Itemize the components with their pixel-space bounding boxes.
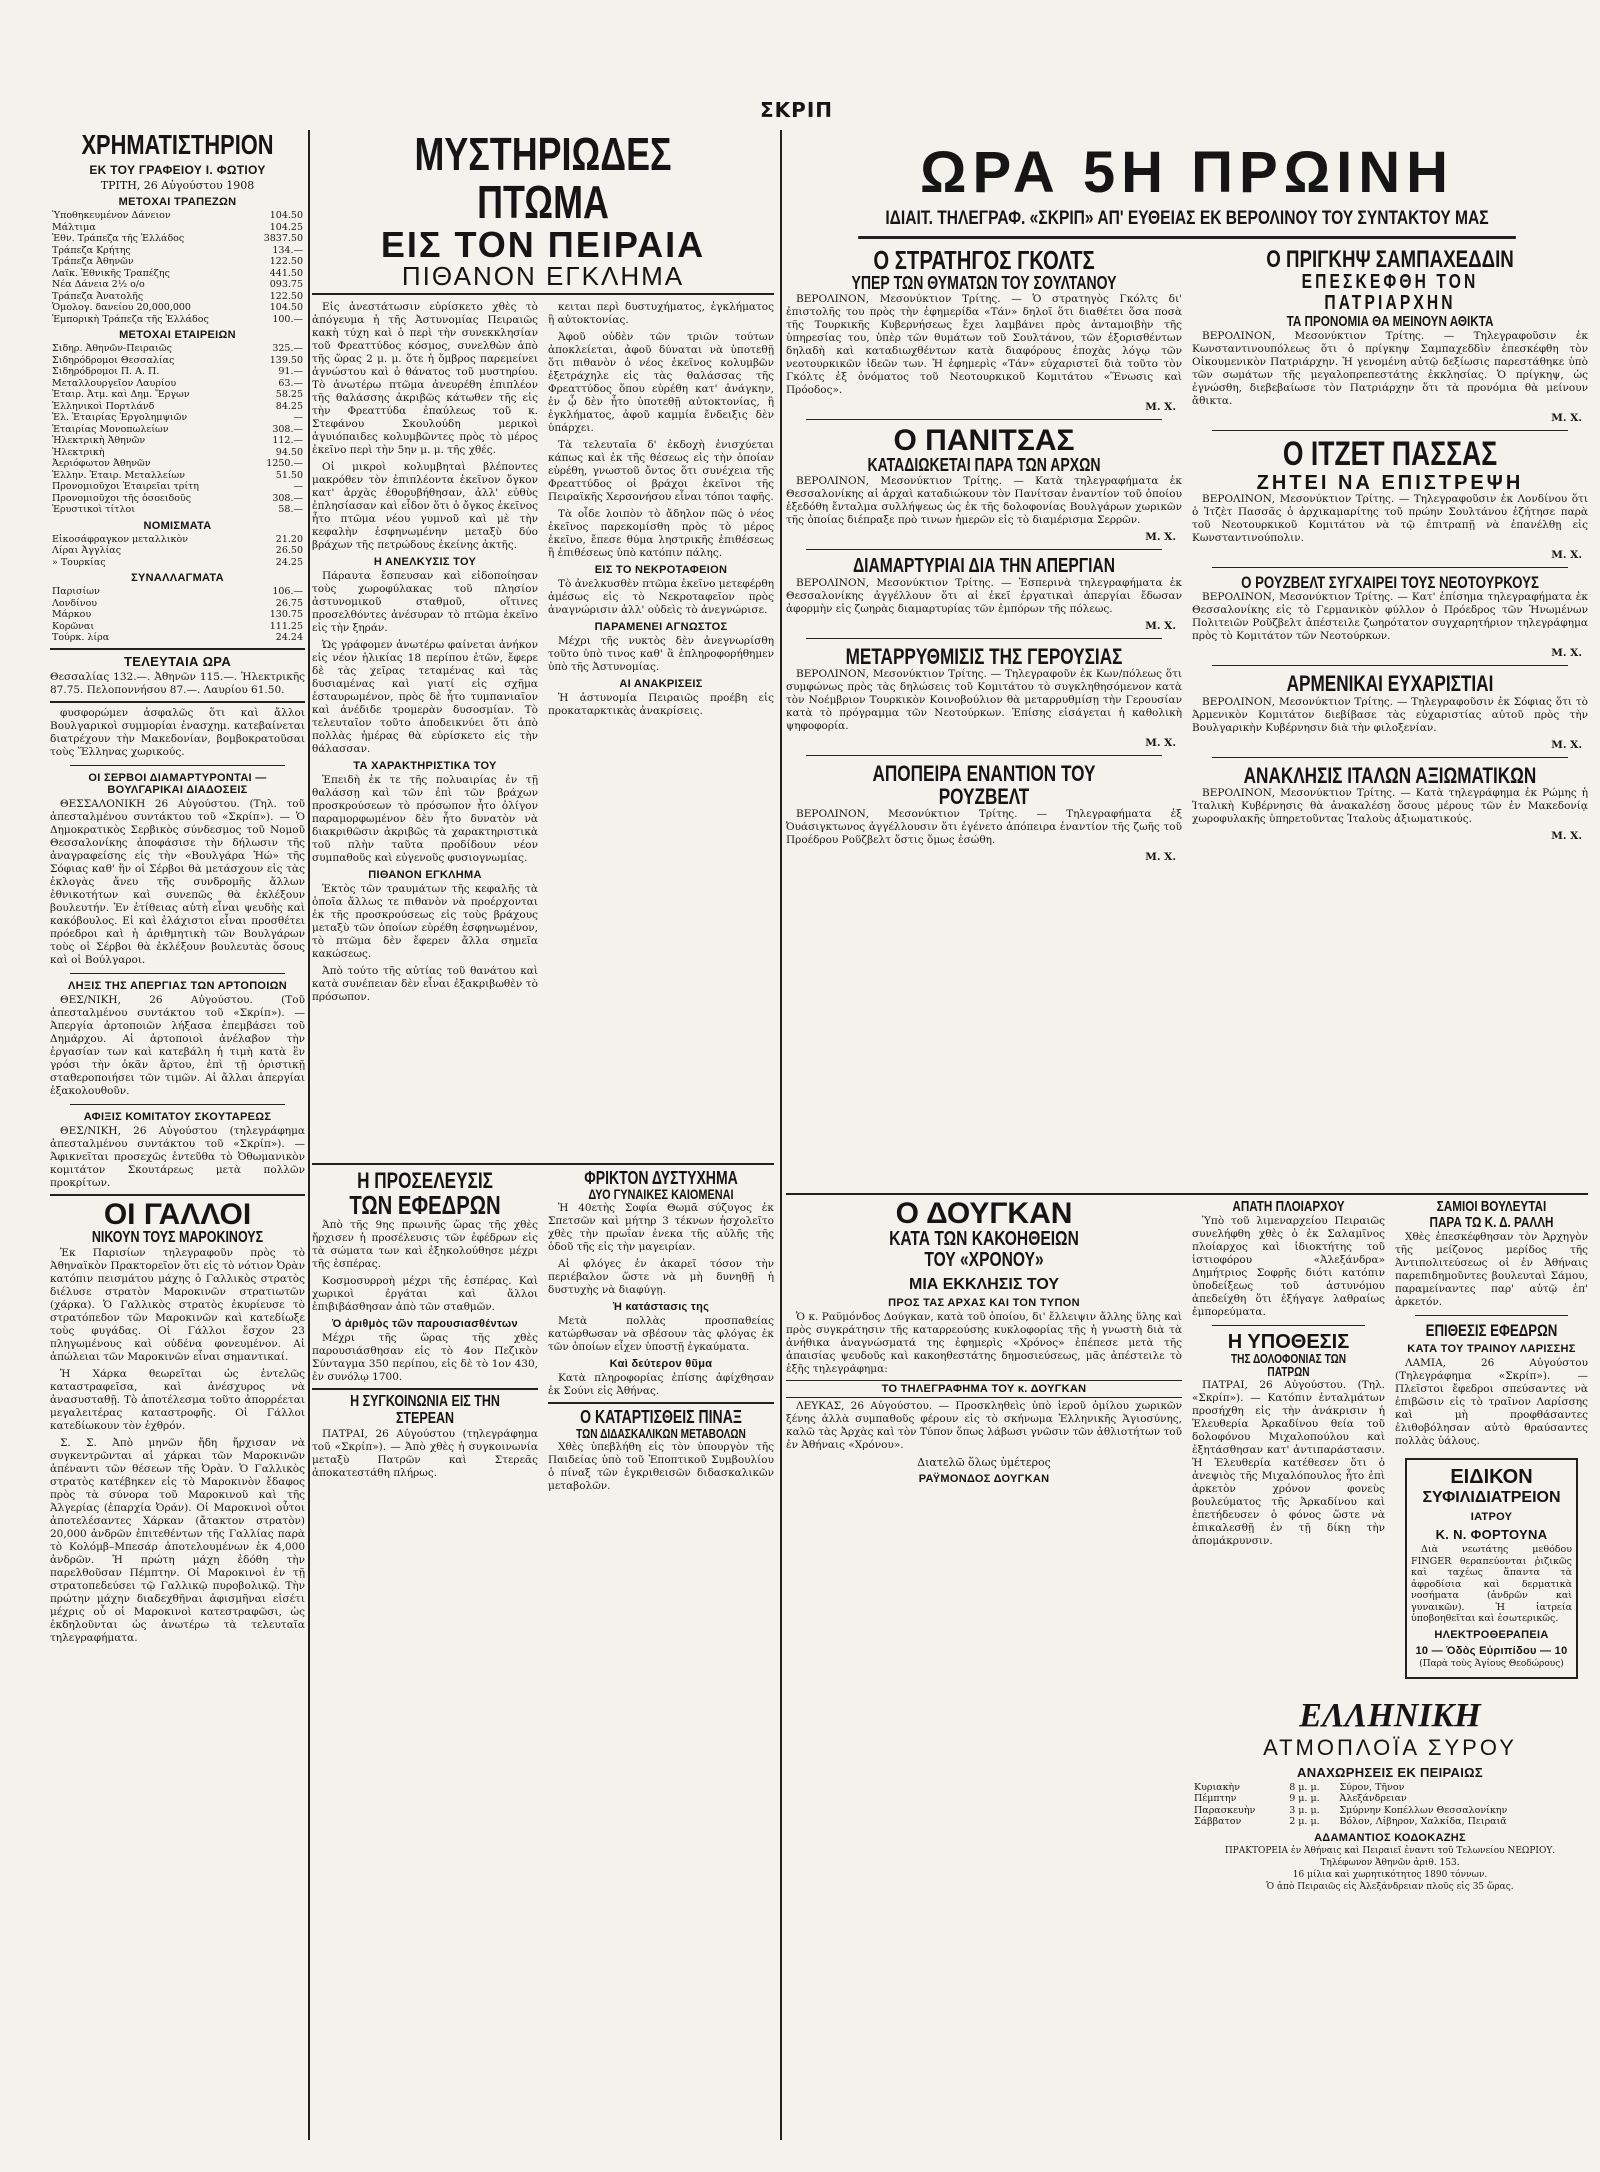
rate-row <box>50 493 305 505</box>
izzet-subtitle: ΖΗΤΕΙ ΝΑ ΕΠΙΣΤΡΕΨΗ <box>1256 471 1524 494</box>
rate-name: » Τουρκίας <box>52 556 106 568</box>
rate-name: Ἑλληνικοὶ Πορτλάνδ <box>52 400 155 412</box>
izzet-title: Ο ΙΤΖΕΤ ΠΑΣΣΑΣ <box>1282 434 1498 473</box>
case-title: Η ΥΠΟΘΕΣΙΣ <box>1227 1330 1350 1353</box>
schedule-dest: Σύρον, Τῆνον <box>1339 1781 1405 1793</box>
italians-text: ΒΕΡΟΛΙΝΟΝ, Μεσονύκτιον Τρίτης. — Κατὰ τηλεγράφημα ἐκ Ρώμης ἡ Ἰταλικὴ Κυβέρνησις θὰ ἀνακαλέσῃ ὅσους μέρους τῶν ἐν Μακεδονίᾳ χωροφυλακῆς ὑπηρετοῦντας Ἰταλοὺς ἀξιωματικούς. <box>1192 786 1588 825</box>
cemetery-heading: ΕΙΣ ΤΟ ΝΕΚΡΟΤΑΦΕΙΟΝ <box>594 563 728 576</box>
corpse-p8: κειται περὶ δυστυχήματος, ἐγκλήματος ἢ αὐτοκτονίας. <box>548 300 774 326</box>
douglas-p2: ΛΕΥΚΑΣ, 26 Αὐγούστου. — Προσκληθεὶς ὑπὸ ἱεροῦ ὁμίλου χωρικῶν ξένης ἀλλὰ συμπαθοῦς φέρουν εἰς τὸ σκήνωμα Ἑλληνικῆς Ἁγιοσύνης, καλῶ τὰς Ἀρχὰς καὶ τὸν Τύπον ὅπως λάβωσι γνῶσιν τῶν ἀθλιοτήτων τοῦ ἐν Ἀθήναις «Χρόνου». <box>786 1400 1182 1451</box>
exchange-subtitle: ΕΚ ΤΟΥ ΓΡΑΦΕΙΟΥ Ι. ΦΩΤΙΟΥ <box>89 163 266 178</box>
rate-name: Ἀεριόφωτον Ἀθηνῶν <box>52 458 151 470</box>
roosevelt-attempt-title: ΑΠΟΠΕΙΡΑ ΕΝΑΝΤΙΟΝ ΤΟΥ ΡΟΥΖΒΕΛΤ <box>872 761 1096 810</box>
rate-name: Τούρκ. λίρα <box>52 632 110 644</box>
schedule-day: Σάββατον <box>1194 1816 1242 1828</box>
rate-value: 100.— <box>272 313 303 325</box>
samos-subtitle: ΠΑΡΑ ΤΩ Κ. Δ. ΡΑΛΛΗ <box>1429 1213 1554 1231</box>
senate-title: ΜΕΤΑΡΡΥΘΜΙΣΙΣ ΤΗΣ ΓΕΡΟΥΣΙΑΣ <box>845 644 1123 670</box>
rate-name: Σιδηρόδρομοι Θεσσαλίας <box>52 354 175 366</box>
rate-name: Ἠλεκτρικὴ <box>52 446 105 458</box>
samos-text: Χθὲς ἐπεσκέφθησαν τὸν Ἀρχηγὸν τῆς μείζονος μερίδος τῆς Ἀντιπολιτεύσεως οἱ ἐν Ἀθήναις παρεπιδημοῦντες βουλευταὶ Σάμου, παραμείναντες παρ' αὐτῷ ἐπ' ἀρκετόν. <box>1395 1230 1588 1308</box>
case-text: ΠΑΤΡΑΙ, 26 Αὐγούστου. (Τηλ. «Σκρίπ»). — Κατόπιν ἐνταλμάτων προσήχθη εἰς τὴν ἀνάκρισιν ἡ Ἐλευθερία Ἀρκαδίνου θεία τοῦ δολοφόνου Μιχαλοπούλου καὶ ἐξητάσθησαν κατ' ἀντιπαράστασιν. Ἡ Ἐλευθερία κατέθεσεν ὅτι ὁ ἀνεψιὸς τῆς Μιχαλόπουλος ἦτο ἐπὶ ἀρκετὸν χρόνον φονεὺς βουλεύματος τῆς Ἀρκαδίνου καὶ ἐπετήδευσεν ὁ φόνος ὥστε νὰ ἐπικαλεσθῇ ἐν τῇ δίκῃ τὴν ἀπομάκρυνσιν. <box>1192 1379 1385 1548</box>
rate-row <box>50 291 305 303</box>
roosevelt-congrats-title: Ο ΡΟΥΖΒΕΛΤ ΣΥΓΧΑΙΡΕΙ ΤΟΥΣ ΝΕΟΤΟΥΡΚΟΥΣ <box>1241 572 1539 592</box>
divider <box>806 638 1162 639</box>
transport-text: ΠΑΤΡΑΙ, 26 Αὐγούστου (τηλεγράφημα τοῦ «Σκρίπ»). — Ἀπὸ χθὲς ἡ συγκοινωνία μεταξὺ Πατρῶν καὶ Στερεᾶς ἀποκατεστάθη πλήρως. <box>312 1427 538 1479</box>
rate-row <box>50 314 305 326</box>
douglas-subtitle-2: ΤΟΥ «ΧΡΟΝΟΥ» <box>924 1249 1044 1271</box>
gauls-subtitle: ΝΙΚΟΥΝ ΤΟΥΣ ΜΑΡΟΚΙΝΟΥΣ <box>91 1228 264 1246</box>
accident-p4: Κατὰ πληροφορίας ἐπίσης ἀφίχθησαν ἐκ Σούνι εἰς Ἀθήνας. <box>548 1372 774 1398</box>
rate-name: Τράπεζα Κρήτης <box>52 244 131 256</box>
column-rule-2 <box>780 130 782 2140</box>
clinic-title-4: Κ. Ν. ΦΟΡΤΟΥΝΑ <box>1435 1527 1548 1543</box>
rate-row <box>50 621 305 633</box>
rate-name: Λίραι Ἀγγλίας <box>52 545 122 557</box>
reservists-title-1: Η ΠΡΟΣΕΛΕΥΣΙΣ <box>357 1168 493 1193</box>
ship-ad <box>1192 1697 1588 1892</box>
rate-value: 84.25 <box>275 400 303 412</box>
rate-row <box>50 343 305 355</box>
schedule-day: Πέμπτην <box>1194 1793 1237 1805</box>
column-2 <box>312 130 774 2140</box>
rate-row <box>50 458 305 470</box>
rate-name: Ἑρυστικοὶ τίτλοι <box>52 504 135 516</box>
teachers-title-1: Ο ΚΑΤΑΡΤΙΣΘΕΙΣ ΠΙΝΑΞ <box>580 1407 742 1428</box>
rate-name: Ἑταιρίας Μονοπωλείων <box>52 423 169 435</box>
prince-signature: Μ. Χ. <box>1551 411 1582 424</box>
rate-name: Σιδηρόδρομοι Π. Α. Π. <box>52 366 160 378</box>
rate-value: 24.25 <box>275 556 303 568</box>
column-3 <box>786 130 1588 2140</box>
corpse-h3: ΤΑ ΧΑΡΑΚΤΗΡΙΣΤΙΚΑ ΤΟΥ <box>353 759 497 772</box>
ship-subtitle: ΑΝΑΧΩΡΗΣΕΙΣ ΕΚ ΠΕΙΡΑΙΩΣ <box>1297 1764 1483 1780</box>
rate-value: 58.25 <box>275 389 303 401</box>
rate-value: 1250.— <box>266 458 303 470</box>
rate-row <box>50 609 305 621</box>
divider <box>1212 1325 1365 1326</box>
ship-footer-3: 16 μίλια καὶ χωρητικότητος 1890 τόννων. <box>1292 1869 1488 1880</box>
masthead: ΣΚΡΙΠ <box>760 98 833 122</box>
divider <box>50 1194 305 1196</box>
divider <box>1415 1315 1568 1316</box>
rate-value: 24.24 <box>275 632 303 644</box>
rate-row <box>50 504 305 516</box>
douglas-p1: Ὁ κ. Ραϋμόνδος Δούγκαν, κατὰ τοῦ ὁποίου, δι' ἔλλειψιν ἄλλης ὕλης καὶ πρὸς συγκράτησιν τῆς καταρρεούσης κυκλοφορίας τῆς ἡ γνωστὴ διὰ τὰ ἀνήθικα ἀναγνώσματά της ἐφημερὶς «Χρόνος» ἐπέπεσε μετὰ τῆς ἀπαισίας ψευδοῦς καὶ κακοηθεστάτης δημοσιεύσεως, μᾶς ἀπέστειλε τὸ ἑξῆς τηλεγράφημα: <box>786 1311 1182 1375</box>
schedule-row <box>1192 1816 1588 1828</box>
captain-fraud-text: Ὑπὸ τοῦ λιμεναρχείου Πειραιῶς συνελήφθη χθὲς ὁ ἐκ Σαλαμῖνος πλοίαρχος καὶ ἰδιοκτήτης τοῦ ἱστιοφόρου «Ἀλεξάνδρα» Δημήτριος Σοφρῆς διότι κατόπιν ὑποδείξεως τοῦ ἀστυνόμου ἀπεδείχθη ὅτι ἐξήγαγε λαθραίως ἐμπορεύματα. <box>1192 1214 1385 1318</box>
companies-header: ΜΕΤΟΧΑΙ ΕΤΑΙΡΕΙΩΝ <box>119 329 236 342</box>
cemetery-text: Τὸ ἀνελκυσθὲν πτῶμα ἐκεῖνο μετεφέρθη ἀμέσως εἰς τὸ Νεκροταφεῖον πρὸς ἀναγνώρισιν ἀλλ' οὐδεὶς τὸ ἀνεγνώρισε. <box>548 577 774 616</box>
schedule-row <box>1192 1782 1588 1794</box>
rate-value: 51.50 <box>275 469 303 481</box>
reservists-title-2: ΤΩΝ ΕΦΕΔΡΩΝ <box>349 1189 501 1220</box>
rate-name: Μάρκου <box>52 609 92 621</box>
rate-value: 130.75 <box>269 609 303 621</box>
goltz-text: ΒΕΡΟΛΙΝΟΝ, Μεσονύκτιον Τρίτης. — Ὁ στρατηγὸς Γκόλτς δι' ἐπιστολῆς του πρὸς τὴν ἐφημερίδα «Τάν» δηλοῖ ὅτι διαθέτει ὅσα ποσὰ τῆς Τουρκικῆς Κυβερνήσεως ἔχει λαμβάνει πρὸς ἀνταμοιβὴν τῆς ὑπηρεσίας του, ὑπὲρ τῶν θυμάτων τοῦ Σουλτάνου, τῶν ἐξορισθέντων δηλαδὴ καὶ καταδιωχθέντων κατὰ διαφόρους ἐποχὰς λόγῳ τῶν νεοτουρκικῶν ἰδεῶν των. Ἡ ἐφημερὶς «Τάν» εὐχαριστεῖ διὰ τοῦτο τὸν Γκόλτς ἐξ ὀνόματος τοῦ Νεοτουρκικοῦ Κομιτάτου «Ἕνωσις καὶ Πρόοδος». <box>786 293 1182 397</box>
captain-fraud-title: ΑΠΑΤΗ ΠΛΟΙΑΡΧΟΥ <box>1232 1199 1345 1215</box>
rate-row <box>50 557 305 569</box>
rate-value: 093.75 <box>269 279 303 291</box>
lower-articles <box>312 1169 774 2140</box>
schedule-day: Παρασκευὴν <box>1194 1804 1256 1816</box>
divider <box>786 1193 1588 1195</box>
rate-value: 91.— <box>278 366 303 378</box>
serbs-text: ΘΕΣΣΑΛΟΝΙΚΗ 26 Αὐγούστου. (Τηλ. τοῦ ἀπεσταλμένου συντάκτου τοῦ «Σκρίπ»). — Ὁ Δημοκρατικὸς Σερβικὸς σύνδεσμος τοῦ Νομοῦ Θεσσαλονίκης ἀποφάσισε τὴν δήλωσιν τῆς ἀναγραφείσης εἰς τὴν «Βουλγάρα Ἠώ» τῆς Σόφιας καθ' ἣν οἱ Σέρβοι θὰ μετάσχουν εἰς τὰς ἐκλογὰς ἄνευ τῆς συνδρομῆς ἄλλων ἐθνικοτήτων καὶ συνεπῶς θὰ ἐκλέξουν βουλευτήν. Ἐν ἐτίθειας αὐτὴ εἶναι ψευδὴς καὶ κακόβουλος. Εἰ καὶ ἐλάχιστοι εἶναι προσθέτει πρόεδροι καὶ ἡ ἀριθμητικὴ τῶν Βουλγάρων τοὺς οἱ Σέρβοι θὰ ἐκλέξουν βουλευτὰς ὅσους καὶ οἱ Βούλγαροι. <box>50 797 305 966</box>
clinic-title-3: ΙΑΤΡΟΥ <box>1470 1511 1513 1524</box>
bakers-text: ΘΕΣ/ΝΙΚΗ, 26 Αὐγούστου. (Τοῦ ἀπεσταλμένου συντάκτου τοῦ «Σκρίπ»). — Ἀπεργία ἀρτοποιῶν λήξασα ἐπεμβάσει τοῦ Δημάρχου. Αἱ ἀρτοποιοὶ ἀνέλαβον τὴν ἐργασίαν των καὶ κατεβάλη ἡ τιμὴ κατὰ ἓν γρόσι τὴν ὀκᾶν ἄρτου, ἐπὶ τῇ ὁριστικῇ σταθεροποιήσει τῶν τιμῶν. Αἱ ἄλλαι ἀπεργίαι ἐξακολουθοῦν. <box>50 993 305 1097</box>
reservists-p1: Ἀπὸ τῆς 9ης πρωινῆς ὥρας τῆς χθὲς ἤρχισεν ἡ προσέλευσις τῶν ἐφέδρων εἰς τὰ σώματα των καὶ ἐξηκολούθησε μέχρι τῆς ἑσπέρας. <box>312 1218 538 1270</box>
corpse-p1: Εἰς ἀνεστάτωσιν εὑρίσκετο χθὲς τὸ ἀπόγευμα ἡ τῆς Ἀστυνομίας Πειραιῶς κακὴ τύχη καὶ ὁ περὶ τὴν συνεκκλησίαν τοῦ Φρεαττύδος κόσμος, συνελθὼν ἀπὸ τῆς ὥρας 2 μ. μ. ὅτε ἡ ὅμβρος παρεμείνει ἀγνώστου καὶ ὁ θάνατος τοῦ μυστηρίου. Τὸ ἀνωτέρω πτῶμα ἀνευρέθη ἐπιπλέον τῆς θαλάσσης ἀκριβῶς κάτωθεν τῆς εἰς τὴν Φρεαττύδα ἐπαύλεως τοῦ κ. Στεφάνου Σκουλούδη μερικοὶ ἀγυιόπαιδες κολυμβῶντες πρὸς τὸ μέρος ἐκεῖνο περὶ τὴν 5ην μ. μ. τῆς χθές. <box>312 300 538 456</box>
rate-name: Νέα Δάνεια 2½ ο/ο <box>52 279 145 291</box>
teachers-text: Χθὲς ὑπεβλήθη εἰς τὸν ὑπουργὸν τῆς Παιδείας ὑπὸ τοῦ Ἐποπτικοῦ Συμβουλίου ὁ πίναξ τῶν ἐγκριθεισῶν διδασκαλικῶν μεταβολῶν. <box>548 1440 774 1492</box>
corpse-p7: Ἀπὸ τούτο τῆς αὐτίας τοῦ θανάτου καὶ κατὰ συνέπειαν δὲν εἶναι ἐξακριβωθὲν τὸ πρόσωπον. <box>312 964 538 1003</box>
exchange-title: ΧΡΗΜΑΤΙΣΤΗΡΙΟΝ <box>81 130 274 160</box>
rate-name: Ἑλ. Ἑταιρίας Ἐργολημψιῶν <box>52 412 188 424</box>
prince-title: Ο ΠΡΙΓΚΗΨ ΣΑΜΠΑΧΕΔΔΙΝ <box>1266 247 1514 273</box>
goltz-subtitle: ΥΠΕΡ ΤΩΝ ΘΥΜΑΤΩΝ ΤΟΥ ΣΟΥΛΤΑΝΟΥ <box>851 273 1117 294</box>
rate-row <box>50 586 305 598</box>
schedule-dest: Ἀλεξάνδρειαν <box>1339 1793 1407 1805</box>
senate-text: ΒΕΡΟΛΙΝΟΝ, Μεσονύκτιον Τρίτης. — Τηλεγραφοῦν ἐκ Κων/πόλεως ὅτι συμφώνως πρὸς τὰς δηλώσεις τοῦ Κομιτάτου τὸ συγκληθησόμενον κατὰ τὸν Νοέμβριον Τουρκικὸν Κοινοβούλιον θὰ μεταρρυθμίσῃ τὴν Γερουσίαν κατὰ τὸ πρόγραμμα τῶν Νεοτούρκων. Ἐπίσης εἰσάγεται ἡ καθολικὴ ψηφοφορία. <box>786 668 1182 733</box>
douglas-note: Διατελῶ ὅλως ὑμέτερος <box>917 1456 1051 1469</box>
clinic-text-3: 10 — Ὁδὸς Εὐριπίδου — 10 <box>1415 1644 1568 1657</box>
schedule-time: 2 μ. μ. <box>1289 1816 1320 1828</box>
rate-name: Προνομιοῦχοι Ἑταιρεῖαι τρίτη <box>52 481 199 493</box>
divider <box>806 755 1162 756</box>
reservists-p2: Κοσμοσυρροὴ μέχρι τῆς ἑσπέρας. Καὶ χωρικοὶ ἐργάται καὶ ἄλλοι ἐπιβιβάσθησαν ἀπὸ τῶν σταθμῶν. <box>312 1274 538 1313</box>
rate-value: 26.50 <box>275 545 303 557</box>
lower-right-split <box>1192 1199 1588 1689</box>
strike-signature: Μ. Χ. <box>1145 620 1176 633</box>
teachers-title-2: ΤΩΝ ΔΙΔΑΣΚΑΛΙΚΩΝ ΜΕΤΑΒΟΛΩΝ <box>576 1426 746 1442</box>
strike-text: ΒΕΡΟΛΙΝΟΝ, Μεσονύκτιον Τρίτης. — Ἐσπερινὰ τηλεγραφήματα ἐκ Θεσσαλονίκης ἀγγέλλουν ὅτι αἱ ἐκεῖ ἐργατικαὶ ἀπεργίαι ἔδωσαν ἀφορμὴν εἰς ζωηρὰς διαμαρτυρίας τῶν ἐμπόρων τῆς πόλεως. <box>786 577 1182 616</box>
ship-schedule <box>1192 1782 1588 1828</box>
rate-name: Ὁμολογ. δανείου 20,000,000 <box>52 302 191 314</box>
rate-value: 134.— <box>272 244 303 256</box>
komitat-text: ΘΕΣ/ΝΙΚΗ, 26 Αὐγούστου (τηλεγράφημα ἀπεσταλμένου συντάκτου τοῦ «Σκρίπ»). — Ἀφικνεῖται προσεχῶς ἐντεῦθα τὸ Ὀθωμανικὸν κομιτάτον Σκουτάρεως μετὰ πολλῶν προκρίτων. <box>50 1124 305 1189</box>
rate-name: Κορῶναι <box>52 620 95 632</box>
rate-row <box>50 389 305 401</box>
corpse-h4: ΠΙΘΑΝΟΝ ΕΓΚΛΗΜΑ <box>368 868 482 881</box>
divider <box>50 648 305 650</box>
rate-value: 104.25 <box>269 221 303 233</box>
inquiry-heading: ΑΙ ΑΝΑΚΡΙΣΕΙΣ <box>619 677 703 690</box>
komitat-title: ΑΦΙΞΙΣ ΚΟΜΙΤΑΤΟΥ ΣΚΟΥΤΑΡΕΩΣ <box>83 1110 272 1123</box>
accident-h2: Καὶ δεύτερον θῦμα <box>609 1358 713 1371</box>
accident-p2: Αἱ φλόγες ἐν ἀκαρεῖ τόσον τὴν περιέβαλον ὥστε νὰ μὴ δυνηθῇ ἡ δυστυχὴς νὰ διαφύγῃ. <box>548 1258 774 1297</box>
rate-value: 112.— <box>272 435 303 447</box>
ship-footer-1: ΠΡΑΚΤΟΡΕΙΑ ἐν Ἀθήναις καὶ Πειραιεῖ ἐναντι τοῦ Τελωνείου ΝΕΩΡΙΟΥ. <box>1224 1845 1556 1856</box>
rate-row <box>50 256 305 268</box>
rate-row <box>50 435 305 447</box>
telegrams-upper <box>786 247 1588 1189</box>
roosevelt-attempt-text: ΒΕΡΟΛΙΝΟΝ, Μεσονύκτιον Τρίτης. — Τηλεγραφήματα ἐξ Ὀυάσιγκτωνος ἀγγέλλουσιν ὅτι ἐγένετο ἀπόπειρα ἐναντίον τῆς ζωῆς τοῦ Προέδρου Ροῦζβελτ ὅστις ὅμως ἐσώθη. <box>786 808 1182 847</box>
izzet-text: ΒΕΡΟΛΙΝΟΝ, Μεσονύκτιον Τρίτης. — Τηλεγραφοῦσιν ἐκ Λονδίνου ὅτι ὁ Ἰτζὲτ Πασσᾶς ὁ ἀρχικαμαρίτης τοῦ πρώην Σουλτάνου ἐζήτησε παρὰ τοῦ Νεοτουρκικοῦ Κομιτάτου νὰ τῷ ἐπιτραπῇ νὰ ἐπανέλθῃ εἰς Κωνσταντινούπολιν. <box>1192 492 1588 544</box>
rate-row <box>50 366 305 378</box>
bakers-title: ΛΗΞΙΣ ΤΗΣ ΑΠΕΡΓΙΑΣ ΤΩΝ ΑΡΤΟΠΟΙΩΝ <box>67 979 288 992</box>
transport-title: Η ΣΥΓΚΟΙΝΩΝΙΑ ΕΙΣ ΤΗΝ ΣΤΕΡΕΑΝ <box>350 1392 500 1427</box>
accident-title-1: ΦΡΙΚΤΟΝ ΔΥΣΤΥΧΗΜΑ <box>584 1168 738 1188</box>
clinic-title-2: ΣΥΦΙΛΙΔΙΑΤΡΕΙΟΝ <box>1422 1489 1561 1507</box>
rate-value: 139.50 <box>269 354 303 366</box>
column-1 <box>50 130 305 2140</box>
rate-value: 308.— <box>272 492 303 504</box>
goltz-signature: Μ. Χ. <box>1145 401 1176 414</box>
rate-row <box>50 447 305 459</box>
schedule-row <box>1192 1793 1588 1805</box>
schedule-dest: Βόλον, Λίβηρον, Χαλκίδα, Πειραιᾶ <box>1339 1816 1507 1828</box>
column-rule-1 <box>308 130 310 2140</box>
rate-name: Μεταλλουργεῖον Λαυρίου <box>52 377 177 389</box>
rate-row <box>50 210 305 222</box>
ship-footer-4: Ὁ ἀπὸ Πειραιῶς εἰς Ἀλεξάνδρειαν πλοῦς εἰς 35 ὥρας. <box>1266 1881 1514 1892</box>
rate-row <box>50 222 305 234</box>
rate-name: Ἑλλην. Ἑταιρ. Μεταλλείων <box>52 469 186 481</box>
rate-name: Ἐθν. Τράπεζα τῆς Ἑλλάδος <box>52 233 185 245</box>
reservists-attack-text: ΛΑΜΙΑ, 26 Αὐγούστου (Τηλεγράφημα «Σκρίπ»). — Πλεῖστοι ἔφεδροι σπεύσαντες νὰ ἐπιβῶσιν εἰς τὸ τραῖνον Λαρίσσης καὶ μὴ προφθάσαντες ἐλιθοβόλησαν αὐτὸ θραύσαντες πολλὰς ὑάλους. <box>1395 1357 1588 1448</box>
divider <box>50 701 305 703</box>
last-hour-text: Θεσσαλίας 132.—. Ἀθηνῶν 115.—. Ἠλεκτρικῆς 87.75. Πελοποννήσου 87.—. Λαυρίου 61.50. <box>50 670 305 696</box>
rate-row <box>50 534 305 546</box>
panitsas-signature: Μ. Χ. <box>1145 531 1176 544</box>
last-hour-title: ΤΕΛΕΥΤΑΙΑ ΩΡΑ <box>123 653 232 669</box>
gauls-p2: Ἡ Χάρκα θεωρεῖται ὡς ἐντελῶς καταστραφεῖσα, καὶ ἀνέσχυρος νὰ ἀνασυσταθῇ. Τὸ ἀποτέλεσμα τοῦτο ἀπορρέεται μεγαλειτέρας καταστροφῆς. Οἱ Γάλλοι κατεδίωκουν τὸν ἐχθρόν. <box>50 1367 305 1432</box>
rate-row <box>50 378 305 390</box>
strike-title: ΔΙΑΜΑΡΤΥΡΙΑΙ ΔΙΑ ΤΗΝ ΑΠΕΡΓΙΑΝ <box>852 555 1116 578</box>
reservists-attack-title: ΕΠΙΘΕΣΙΣ ΕΦΕΔΡΩΝ <box>1425 1320 1558 1340</box>
rate-name: Τράπεζα Ἀνατολῆς <box>52 290 144 302</box>
rate-row <box>50 545 305 557</box>
accident-h1: Ἡ κατάστασις της <box>612 1301 710 1314</box>
divider <box>1212 665 1568 666</box>
rate-value: 94.50 <box>275 446 303 458</box>
ship-title-2: ΑΤΜΟΠΛΟΪΑ ΣΥΡΟΥ <box>1263 1734 1517 1760</box>
rate-value: 104.50 <box>269 302 303 314</box>
rate-name: Παρισίων <box>52 586 100 598</box>
divider <box>806 549 1162 550</box>
exchange-section <box>50 130 305 703</box>
rate-name: Ἐμπορικὴ Τράπεζα τῆς Ἑλλάδος <box>52 313 209 325</box>
italians-title: ΑΝΑΚΛΗΣΙΣ ΙΤΑΛΩΝ ΑΞΙΩΜΑΤΙΚΩΝ <box>1243 762 1537 788</box>
douglas-subtitle-3: ΜΙΑ ΕΚΚΛΗΣΙΣ ΤΟΥ <box>908 1276 1060 1293</box>
rate-value: 21.20 <box>275 533 303 545</box>
exchange-date: ΤΡΙΤΗ, 26 Αὐγούστου 1908 <box>100 179 255 193</box>
rate-value: — <box>293 412 303 424</box>
armenians-text: ΒΕΡΟΛΙΝΟΝ, Μεσονύκτιον Τρίτης. — Τηλεγραφοῦσιν ἐκ Σόφιας ὅτι τὸ Ἀρμενικὸν Κομιτάτον διεβίβασε τὰς εὐχαριστίας αὐτοῦ πρὸς τὴν Βουλγαρικὴν Κυβέρνησιν διὰ τὴν φιλοξενίαν. <box>1192 695 1588 734</box>
intro-text: φυσφορώμεν ἀσφαλῶς ὅτι καὶ ἄλλοι Βουλγαρικοὶ συμμορίαι ἐνασχημ. κατεβαίνεται διατρέχουν τὴν Μακεδονίαν, βομβοκρατοῦσαι τοὺς Ἕλληνας χωρικούς. <box>50 706 305 758</box>
armenians-title: ΑΡΜΕΝΙΚΑΙ ΕΥΧΑΡΙΣΤΙΑΙ <box>1286 671 1494 697</box>
rate-value: 3837.50 <box>263 233 303 245</box>
samos-title: ΣΑΜΙΟΙ ΒΟΥΛΕΥΤΑΙ <box>1436 1199 1547 1215</box>
italians-signature: Μ. Χ. <box>1551 829 1582 842</box>
rate-name: Ἑταιρ. Ἀτμ. καὶ Δημ. Ἔργων <box>52 389 190 401</box>
rate-row <box>50 481 305 493</box>
accident-title-2: ΔΥΟ ΓΥΝΑΙΚΕΣ ΚΑΙΟΜΕΝΑΙ <box>588 1186 734 1203</box>
clinic-ad <box>1405 1458 1578 1679</box>
rate-value: 58.— <box>278 504 303 516</box>
fx-table <box>50 586 305 644</box>
prince-text: ΒΕΡΟΛΙΝΟΝ, Μεσονύκτιον Τρίτης. — Τηλεγραφοῦσιν ἐκ Κωνσταντινουπόλεως ὅτι ὁ πρίγκηψ Σαμπαχεδδὶν ἐπεσκέφθη τὸν Οἰκουμενικὸν Πατριάρχην. Ἡ γενομένη αὐτῷ δεξίωσις παρεστάθηκε ὑπὸ τῶν σωμάτων τῆς μεγαλοπρεπεστάτης ἐκκλησίας. Ὁ πρίγκηψ, ὡς ἐγνώσθη, διεβεβαίωσε τὸν Πατριάρχην ὅτι τὰ προνόμια θὰ μείνουν ἄθικτα. <box>1192 329 1588 407</box>
senate-signature: Μ. Χ. <box>1145 737 1176 750</box>
ship-title-1: ΕΛΛΗΝΙΚΗ <box>1299 1696 1481 1734</box>
rate-row <box>50 632 305 644</box>
gauls-p1: Ἐκ Παρισίων τηλεγραφοῦν πρὸς τὸ Ἀθηναϊκὸν Πρακτορεῖον ὅτι εἰς τὸ νότιον Ὀρὰν κατόπιν πεισμάτου μάχης ὁ Γαλλικὸς στρατὸς διέλυσε στρατὸν Μαροκινῶν στρατιωτῶν (χάρκα). Ὁ Γαλλικὸς στρατὸς ἐκυρίευσε τὸ στρατόπεδον τῶν Μαροκινῶν καὶ κατεδίωξε τοὺς φυγάδας. Οἱ Γάλλοι ἔσχον 23 πληγωμένους καὶ οὐδένα φονευμένον. Αἱ ἀπώλειαι τῶν Μαροκινῶν εἶναι σημαντικαί. <box>50 1246 305 1363</box>
corpse-p10: Τὰ τελευταῖα δ' ἐκδοχὴ ἐνισχύεται κάπως καὶ ἐκ τῆς θέσεως εἰς τὴν ὁποίαν εὑρέθη, γνωστοῦ ὄντος ὅτι συνέχεια τῆς Φρεαττύδος οἱ βράχοι ἐκεῖνοι τῆς Πειραϊκῆς Χερσονήσου εἶναι τόποι ταφῆς. <box>548 438 774 503</box>
divider <box>1212 567 1568 568</box>
rate-value: 106.— <box>272 586 303 598</box>
panitsas-text: ΒΕΡΟΛΙΝΟΝ, Μεσονύκτιον Τρίτης. — Κατὰ τηλεγραφήματα ἐκ Θεσσαλονίκης αἱ ἀρχαὶ καταδιώκουν τὸν Πανίτσαν ἐναντίον τοῦ ὁποίου ἐξεδόθη ἔνταλμα συλλήψεως ὡς ἐκ τῆς δολοφονίας Βουλγάρων χωρικῶν τῆς ὁποίας διέπραξε πρὸ τινων ἡμερῶν εἰς τὸ διαμέρισμα Σερρῶν. <box>786 475 1182 527</box>
divider <box>70 973 285 974</box>
rate-row <box>50 233 305 245</box>
reservists-p3: Μέχρι τῆς ὥρας τῆς χθὲς παρουσιάσθησαν εἰς τὸ 4ον Πεζικὸν Σύνταγμα 350 περίπου, εἰς δὲ τὸ 1ον 430, ἐν συνόλῳ 1700. <box>312 1331 538 1383</box>
ship-footer-2: Τηλέφωνον Ἀθηνῶν ἀριθ. 153. <box>1320 1857 1460 1868</box>
reservists-attack-subtitle: ΚΑΤΑ ΤΟΥ ΤΡΑΙΝΟΥ ΛΑΡΙΣΣΗΣ <box>1407 1343 1576 1356</box>
panitsas-title: Ο ΠΑΝΙΤΣΑΣ <box>893 424 1075 458</box>
corpse-p3: Πάραυτα ἔσπευσαν καὶ εἰδοποίησαν τοὺς χωροφύλακας τοῦ πλησίον ἀστυνομικοῦ σταθμοῦ, οἵτινες προσελθόντες ἀνέσυραν τὸ πτῶμα ἐκεῖνο εἰς τὴν ξηράν. <box>312 569 538 634</box>
rate-value: 111.25 <box>269 620 303 632</box>
rate-value: 63.— <box>278 377 303 389</box>
rate-row <box>50 279 305 291</box>
prince-subtitle-2: ΤΑ ΠΡΟΝΟΜΙΑ ΘΑ ΜΕΙΝΟΥΝ ΑΘΙΚΤΑ <box>1286 313 1494 331</box>
corpse-p4: Ὡς γράφομεν ἀνωτέρω φαίνεται ἀνήκον εἰς νέον ἡλικίας 18 περίπου ἐτῶν, ἔφερε δὲ τὰς χεῖρας τεταμένας καὶ τὰς δυσιαμένας καὶ γιατί εἰς σχῆμα ἐσταυρωμένον, πρὸς δὲ ἦτο τυμπανιαῖον καὶ ἀνέδιδε τρομερὰν δυσοσμίαν. Τὸ τελευταῖον τοῦτο ἀποδεικνύει ὅτι ἀπὸ πολλὰς ἡμέρας θὰ εὑρίσκετο εἰς τὴν θάλασσαν. <box>312 638 538 755</box>
rate-row <box>50 302 305 314</box>
rate-name: Ἠλεκτρικὴ Ἀθηνῶν <box>52 435 146 447</box>
schedule-row <box>1192 1805 1588 1817</box>
corpse-p9: Ἀφοῦ οὐδὲν τῶν τριῶν τούτων ἀποκλείεται, ἀφοῦ δύναται νὰ ὑποτεθῇ ὅτι πιθανὸν ὁ νέος ἐκεῖνος κολυμβῶν ἐξετράχηλε εἰς τὰς θαλάσσας τῆς Φρεαττύδος ὅπου εὑρέθη κατ' ἀνάγκην, ἐν ᾧ δὲν ἦτο ὑποτεθῇ αὐτοκτονίας, ἢ ἐγκλήματος, ἀφοῦ καμμία ἔνδειξις δὲν ὑπάρχει. <box>548 330 774 434</box>
clinic-text-4: (Παρὰ τοὺς Ἁγίους Θεοδώρους) <box>1419 1658 1564 1669</box>
schedule-time: 9 μ. μ. <box>1289 1793 1320 1805</box>
goltz-title: Ο ΣΤΡΑΤΗΓΟΣ ΓΚΟΛΤΣ <box>873 247 1095 275</box>
divider <box>312 1388 538 1390</box>
accident-p1: Ἡ 40ετὴς Σοφία Θωμᾶ σύζυγος ἐκ Σπετσῶν καὶ μήτηρ 3 τέκνων ἠσχολεῖτο χθὲς τὴν πρωΐαν ἐνεκα τῆς αὐλῆς τῆς ὁδοῦ τῆς εἰς τὴν μαγειρίαν. <box>548 1202 774 1254</box>
rate-value: 441.50 <box>269 267 303 279</box>
banks-header: ΜΕΤΟΧΑΙ ΤΡΑΠΕΖΩΝ <box>118 196 237 209</box>
schedule-day: Κυριακὴν <box>1194 1781 1241 1793</box>
rate-row <box>50 470 305 482</box>
rate-name: Λαϊκ. Ἐθνικῆς Τραπέζης <box>52 267 170 279</box>
divider <box>70 765 285 766</box>
prince-subtitle: ΕΠΕΣΚΕΦΘΗ ΤΟΝ ΠΑΤΡΙΑΡΧΗΝ <box>1301 271 1479 315</box>
panitsas-subtitle: ΚΑΤΑΔΙΩΚΕΤΑΙ ΠΑΡΑ ΤΩΝ ΑΡΧΩΝ <box>867 455 1101 476</box>
corpse-p11: Τὰ οἶδε λοιπὸν τὸ ἄδηλον πῶς ὁ νέος ἐκεῖνος παρεκομίσθη πρὸς τὸ μέρος ἐκεῖνο, ἔπεσε θύμα ληστρικῆς ἐπιθέσεως ἢ ἐπιθέσεως ὑπὸ κατόπιν πάλης. <box>548 507 774 559</box>
banner-subtitle: ΙΔΙΑΙΤ. ΤΗΛΕΓΡΑΦ. «ΣΚΡΙΠ» ΑΠ' ΕΥΘΕΙΑΣ ΕΚ ΒΕΡΟΛΙΝΟΥ ΤΟΥ ΣΥΝΤΑΚΤΟΥ ΜΑΣ <box>858 208 1516 239</box>
corpse-h2: Η ΑΝΕΛΚΥΣΙΣ ΤΟΥ <box>373 555 477 568</box>
corpse-p6: Ἐκτὸς τῶν τραυμάτων τῆς κεφαλῆς τὰ ὁποῖα ἄλλως τε πιθανὸν νὰ προέρχονται ἐκ τῆς προσκρούσεως εἰς τοὺς βράχους μεταξὺ τῶν ὁποίων εὑρέθη ἐσφηνωμένον, τὸ πτῶμα δὲν ἔφερεν ἄλλα σημεῖα κακώσεως. <box>312 882 538 960</box>
corpse-article <box>312 301 774 1159</box>
rate-value: 104.50 <box>269 210 303 222</box>
divider <box>1212 430 1568 431</box>
roosevelt-attempt-signature: Μ. Χ. <box>1145 851 1176 864</box>
serbs-title: ΟΙ ΣΕΡΒΟΙ ΔΙΑΜΑΡΤΥΡΟΝΤΑΙ — ΒΟΥΛΓΑΡΙΚΑΙ ΔΙΑΔΟΣΕΙΣ <box>88 771 267 796</box>
rate-row <box>50 424 305 436</box>
schedule-dest: Σμύρνην Κοπέλλων Θεσσαλονίκην <box>1339 1804 1508 1816</box>
izzet-signature: Μ. Χ. <box>1551 548 1582 561</box>
divider <box>312 1163 774 1165</box>
rate-row <box>50 355 305 367</box>
clinic-title-1: ΕΙΔΙΚΟΝ <box>1450 1466 1533 1489</box>
rate-value: 26.75 <box>275 597 303 609</box>
case-subtitle: ΤΗΣ ΔΟΛΟΦΟΝΙΑΣ ΤΩΝ ΠΑΤΡΩΝ <box>1230 1350 1347 1380</box>
accident-p3: Μετὰ πολλὰς προσπαθείας κατώρθωσαν νὰ σβέσουν τὰς φλόγας ἐκ τῶν ὁποίων εἶχεν ὑποστῇ ἐγκαύματα. <box>548 1315 774 1354</box>
banks-table <box>50 210 305 325</box>
rate-name: Σιδηρ. Ἀθηνῶν-Πειραιῶς <box>52 343 172 355</box>
rate-row <box>50 412 305 424</box>
divider <box>1212 757 1568 758</box>
rate-row <box>50 401 305 413</box>
rate-row <box>50 245 305 257</box>
companies-table <box>50 343 305 516</box>
gauls-title: ΟΙ ΓΑΛΛΟΙ <box>103 1197 252 1231</box>
douglas-signature: ΡΑΫΜΟΝΔΟΣ ΔΟΥΓΚΑΝ <box>918 1473 1050 1485</box>
rate-name: Μάλτιμα <box>52 221 96 233</box>
rate-row <box>50 598 305 610</box>
rate-value: — <box>293 481 303 493</box>
armenians-signature: Μ. Χ. <box>1551 738 1582 751</box>
gauls-p3: Σ. Σ. Ἀπὸ μηνῶν ἤδη ἤρχισαν νὰ συγκεντρῶνται αἱ χάρκαι τῶν Μαροκινῶν ἀπέναντι τῶν θέσεων τῆς Ὀρὰν. Ὁ Γαλλικὸς στρατὸς κατέβηκεν εἰς τὸ Μαροκινὸν ἔδαφος πρὸς τὰ σύνορα τοῦ Μαροκινοῦ καὶ τῆς Ἀλγερίας (ἐπαρχία Ὀράν). Οἱ Μαροκινοὶ οὗτοι ἀποτελέσαντες Χάρκαν (ἄτακτον στρατὸν) 20,000 ἀνδρῶν ἐπιτεθέντων τῆς Γαλλίας παρὰ τὸ Κολόμβ–Μπεσάρ ἀποτελουμένων ἐκ 4,000 ἀνδρῶν. Ἡ πρώτη μάχη ἐδόθη τὴν παρελθοῦσαν Πέμπτην. Οἱ Μαροκινοὶ ἐν τῇ στρατοπεδεύσει τῷ Γαλλικῷ πυροβολικῷ. Τὴν πρώτην μάχην διαδεχθῆναι ἀφισμῆναι εἰσέτι μέχρις οὗ οἱ Μαροκινοὶ κατεστραφῶσι, ὡς ἐκδηλοῦνται ὡς ἀνωτέρω τὰ τελευταῖα τηλεγραφήματα. <box>50 1436 305 1644</box>
corpse-p5: Ἐπειδὴ ἐκ τε τῆς πολυαιρίας ἐν τῇ θαλάσσῃ καὶ τῶν ἐπὶ τῶν βράχων προσκρούσεων τὸ πρόσωπον ἦτο ὀλίγον παραμορφωμένον δὲν ἦτο δυνατὸν νὰ διακριθῶσιν ἀκριβῶς τὰ χαρακτηριστικὰ τοῦ πλὴν ταῦτα προδίδουν νέον συμπαθοῦς καὶ εὐγενοῦς φυσιογνωμίας. <box>312 773 538 864</box>
divider <box>70 1104 285 1105</box>
douglas-title: Ο ΔΟΥΓΚΑΝ <box>895 1199 1073 1230</box>
rate-name: Προνομιοῦχοι τῆς ὁσοειδοῦς <box>52 492 192 504</box>
banner-title: ΩΡΑ 5Η ΠΡΩΙΝΗ <box>919 140 1455 205</box>
telegrams-lower <box>786 1199 1588 2104</box>
rate-value: 308.— <box>272 423 303 435</box>
rate-name: Εἰκοσάφραγκον μεταλλικὸν <box>52 533 188 545</box>
schedule-time: 3 μ. μ. <box>1289 1804 1320 1816</box>
coins-header: ΝΟΜΙΣΜΑΤΑ <box>143 519 212 532</box>
rate-value: 122.50 <box>269 256 303 268</box>
douglas-subtitle-4: ΠΡΟΣ ΤΑΣ ΑΡΧΑΣ ΚΑΙ ΤΟΝ ΤΥΠΟΝ <box>888 1297 1080 1309</box>
douglas-telegram-heading: ΤΟ ΤΗΛΕΓΡΑΦΗΜΑ ΤΟΥ κ. ΔΟΥΓΚΑΝ <box>786 1380 1182 1398</box>
roosevelt-congrats-text: ΒΕΡΟΛΙΝΟΝ, Μεσονύκτιον Τρίτης. — Κατ' ἐπίσημα τηλεγραφήματα ἐκ Θεσσαλονίκης εἰς τὸ Γερμανικὸν φύλλον ὁ Πρόεδρος τῶν Ἡνωμένων Πολιτειῶν Ροῦζβελτ ἀπέστειλε ζωηρότατον συγχαρητήριον τηλεγράφημα πρὸς τὸ Κομιτάτον τῶν Νεοτούρκων. <box>1192 591 1588 643</box>
rate-row <box>50 268 305 280</box>
divider <box>548 1402 774 1404</box>
corpse-title-2: ΕΙΣ ΤΟΝ ΠΕΙΡΑΙΑ <box>380 223 706 265</box>
roosevelt-congrats-signature: Μ. Χ. <box>1551 647 1582 660</box>
clinic-text-2: ΗΛΕΚΤΡΟΘΕΡΑΠΕΙΑ <box>1434 1628 1549 1641</box>
reservists-h1: Ὁ ἀριθμὸς τῶν παρουσιασθέντων <box>332 1317 518 1330</box>
rate-name: Ὑποθηκευμένον Δάνειον <box>52 210 171 222</box>
schedule-time: 8 μ. μ. <box>1289 1781 1320 1793</box>
rate-value: 122.50 <box>269 290 303 302</box>
rate-value: 325.— <box>272 343 303 355</box>
rate-name: Τράπεζα Ἀθηνῶν <box>52 256 134 268</box>
corpse-title-1: ΜΥΣΤΗΡΙΩΔΕΣ ΠΤΩΜΑ <box>414 130 672 229</box>
unknown-heading: ΠΑΡΑΜΕΝΕΙ ΑΓΝΩΣΤΟΣ <box>594 620 728 633</box>
corpse-p2: Οἱ μικροὶ κολυμβηταὶ βλέποντες μακρόθεν τὸν ἐπιπλέοντα ἐκεῖνον ὄγκον κατ' ἀρχὰς ἐθορυβήθησαν, ἀλλ' εὐθὺς ἐπλησίασαν καὶ εἶδον ὅτι ὁ ὄγκος ἐκεῖνος ἦτο πτῶμα νέου γυμνοῦ καὶ μὲ τὴν κεφαλὴν ἐσφηνωμένην μεταξὺ δύο βράχων τῆς πετρώδους ἐκείνης ἀκτῆς. <box>312 460 538 551</box>
fx-header: ΣΥΝΑΛΛΑΓΜΑΤΑ <box>131 572 224 585</box>
rate-name: Λονδίνου <box>52 597 98 609</box>
divider <box>806 419 1162 420</box>
corpse-title-3: ΠΙΘΑΝΟΝ ΕΓΚΛΗΜΑ <box>312 263 774 295</box>
inquiry-text: Ἡ ἀστυνομία Πειραιῶς προέβη εἰς προκαταρκτικὰς ἀνακρίσεις. <box>548 691 774 717</box>
coins-table <box>50 534 305 569</box>
clinic-text: Διὰ νεωτάτης μεθόδου FINGER θεραπεύονται ῥιζικῶς καὶ ταχέως ἅπαντα τὰ ἀφροδίσια καὶ δερματικὰ νοσήματα (ἀνδρῶν καὶ γυναικῶν). Ἡ ἰατρεία ὑποβοηθεῖται καὶ ἐσωτερικῶς. <box>1411 1544 1572 1625</box>
ship-agent: ΑΔΑΜΑΝΤΙΟΣ ΚΟΔΟΚΑΖΗΣ <box>1314 1831 1466 1844</box>
douglas-subtitle: ΚΑΤΑ ΤΩΝ ΚΑΚΟΗΘΕΙΩΝ <box>889 1228 1079 1250</box>
unknown-text: Μέχρι τῆς νυκτὸς δὲν ἀνεγνωρίσθη τοῦτο ὑπὸ τινος καθ' ἃ ἐπληροφορήθημεν ὑπὸ τῆς Ἀστυνομίας. <box>548 634 774 673</box>
